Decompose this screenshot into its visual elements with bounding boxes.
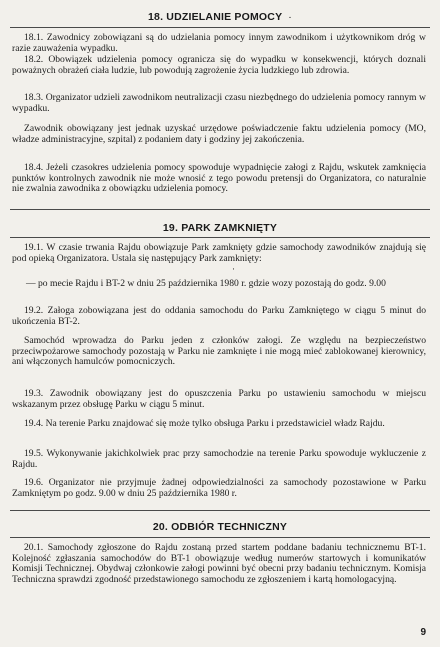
paragraph-19-3: 19.3. Zawodnik obowiązany jest do opuszczenia Parku po ustawieniu samochodu w miejscu wskazanym przez obsługę Parku w ciągu 5 minut. — [12, 388, 426, 410]
stray-mark: · — [232, 264, 235, 274]
paragraph-19-2: 19.2. Załoga zobowiązana jest do oddania samochodu do Parku Zamkniętego w ciągu 5 minut do ukończenia BT-2. — [12, 305, 426, 327]
paragraph-19-1: 19.1. W czasie trwania Rajdu obowiązuje Park zamknięty gdzie samochody zawodników znajdują się pod opieką Organizatora. Ustala się następujący Park zamknięty: — [12, 242, 426, 264]
title-dot: · — [288, 11, 292, 23]
section-19-rule — [10, 237, 430, 238]
section-20-title: 20. ODBIÓR TECHNICZNY — [152, 521, 288, 533]
section-18-title — [0, 11, 440, 23]
paragraph-19-5: 19.5. Wykonywanie jakichkolwiek prac przy samochodzie na terenie Parku spowoduje wykluczenie z Rajdu. — [12, 448, 426, 470]
section-18-end-rule — [10, 209, 430, 210]
paragraph-19-6: 19.6. Organizator nie przyjmuje żadnej odpowiedzialności za samochody pozostawione w Parku Zamkniętym po godz. 9.00 w dniu 25 października 1980 r. — [12, 477, 426, 499]
section-19-end-rule — [10, 510, 430, 511]
paragraph-19-2-note: Samochód wprowadza do Parku jeden z członków załogi. Ze względu na bezpieczeństwo przeciwpożarowe samochody pozostają w Parku nie zamknięte i nie mogą mieć zablokowanej kierownicy, ani włączonych hamulców pomocniczych. — [12, 335, 426, 368]
paragraph-18-1: 18.1. Zawodnicy zobowiązani są do udzielania pomocy innym zawodnikom i użytkownikom dróg w razie zauważenia wypadku. — [12, 32, 426, 54]
section-18-title-text: 18. UDZIELANIE POMOCY — [147, 11, 283, 23]
paragraph-18-2: 18.2. Obowiązek udzielenia pomocy ogranicza się do wypadku w konsekwencji, których doznali poważnych obrażeń ciała ludzie, lub powodują zagrożenie życia ludzkiego lub zdrowia. — [12, 54, 426, 76]
page-number: 9 — [420, 627, 426, 638]
paragraph-19-4: 19.4. Na terenie Parku znajdować się może tylko obsługa Parku i przedstawiciel władz Rajdu. — [24, 418, 385, 429]
paragraph-18-3: 18.3. Organizator udzieli zawodnikom neutralizacji czasu niezbędnego do udzielenia pomocy rannym w wypadku. — [12, 92, 426, 114]
paragraph-20-1: 20.1. Samochody zgłoszone do Rajdu zostaną przed startem poddane badaniu technicznemu BT-1. Kolejność zgłaszania samochodów do BT-1 obowiązuje według numerów startowych i komunikatów Komisji Technicznej. Obydwaj członkowie załogi powinni być obecni przy badaniu technicznym. Komisja Techniczna sprawdzi zgodność przedstawionego samochodu ze zgłoszeniem i kartą homologacyjną. — [12, 542, 426, 586]
section-18-rule — [10, 27, 430, 28]
paragraph-19-1-item: — po mecie Rajdu i BT-2 w dniu 25 października 1980 r. gdzie wozy pozostają do godz. 9.00 — [26, 278, 386, 289]
paragraph-18-3-note: Zawodnik obowiązany jest jednak uzyskać urzędowe poświadczenie faktu udzielenia pomocy (MO, władze administracyjne, szpital) z podaniem daty i godziny jej zakończenia. — [12, 123, 426, 145]
section-20-rule — [10, 537, 430, 538]
paragraph-18-4: 18.4. Jeżeli czasokres udzielenia pomocy spowoduje wypadnięcie załogi z Rajdu, wskutek zamknięcia punktów kontrolnych zawodnik nie może wnosić z tego powodu pretensji do Organizatora, co naturalnie nie zwalnia zawodnika z obowiązku udzielenia pomocy. — [12, 162, 426, 195]
section-19-title: 19. PARK ZAMKNIĘTY — [162, 222, 278, 234]
